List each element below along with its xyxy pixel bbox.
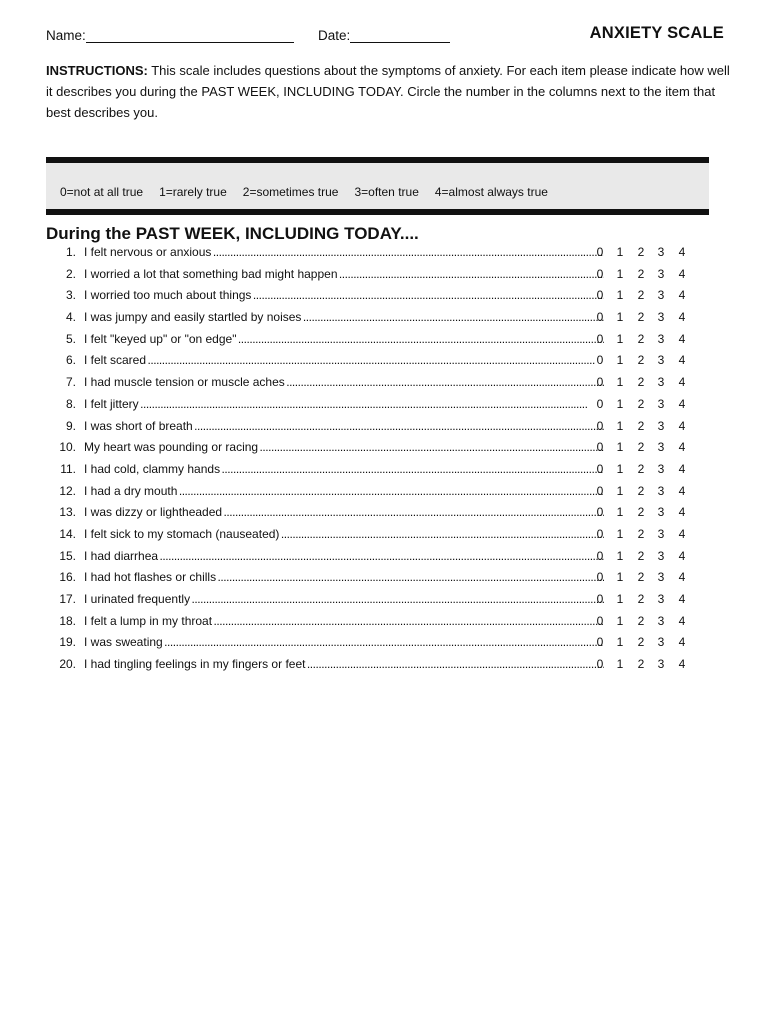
rating-option-3[interactable]: 3: [657, 592, 665, 606]
rating-option-2[interactable]: 2: [637, 613, 645, 628]
list-item: [46, 589, 706, 611]
rating-option-0[interactable]: 0: [596, 440, 604, 455]
rating-option-2[interactable]: 2: [637, 657, 645, 672]
rating-option-2[interactable]: 2: [637, 570, 645, 585]
rating-option-3[interactable]: 3: [657, 635, 665, 650]
rating-option-0[interactable]: 0: [596, 613, 604, 628]
rating-option-0[interactable]: 0: [596, 461, 604, 476]
item-text-label: I had diarrhea: [84, 548, 159, 563]
rating-option-3[interactable]: 3: [657, 483, 665, 498]
list-item: [46, 285, 706, 307]
rating-option-4[interactable]: 4: [678, 505, 686, 520]
rating-option-4[interactable]: 4: [678, 375, 686, 390]
rating-option-3[interactable]: 3: [657, 288, 665, 303]
item-text: [84, 372, 604, 394]
list-item: [46, 546, 706, 568]
name-label: Name:: [46, 28, 86, 43]
item-number: 7.: [65, 375, 76, 390]
rating-option-1[interactable]: 1: [616, 526, 624, 541]
item-text-label: I had cold, clammy hands: [84, 461, 221, 476]
item-text: [84, 654, 604, 676]
list-item: [46, 329, 706, 351]
item-text: [84, 459, 604, 481]
rating-option-3[interactable]: 3: [657, 505, 665, 520]
item-text-label: I worried too much about things: [84, 288, 252, 303]
rating-option-1[interactable]: 1: [616, 483, 624, 498]
date-field[interactable]: [350, 42, 450, 43]
rating-option-1[interactable]: 1: [616, 592, 624, 606]
rating-option-4[interactable]: 4: [678, 657, 686, 672]
item-number: 18.: [59, 613, 76, 628]
rating-option-2[interactable]: 2: [637, 331, 645, 346]
rating-option-4[interactable]: 4: [678, 526, 686, 541]
rating-option-4[interactable]: 4: [678, 418, 686, 433]
item-text-label: I had a dry mouth: [84, 483, 178, 498]
rating-option-2[interactable]: 2: [637, 353, 645, 368]
rating-option-1[interactable]: 1: [616, 375, 624, 390]
rating-option-3[interactable]: 3: [657, 461, 665, 476]
rating-option-2[interactable]: 2: [637, 505, 645, 520]
rating-option-2[interactable]: 2: [637, 245, 645, 259]
rating-option-0[interactable]: 0: [596, 592, 604, 606]
date-label: Date:: [318, 28, 351, 43]
rating-option-0[interactable]: 0: [596, 526, 604, 541]
item-text: [84, 502, 604, 524]
rating-option-1[interactable]: 1: [616, 635, 624, 650]
rating-option-2[interactable]: 2: [637, 288, 645, 303]
item-text: [84, 524, 604, 546]
item-text-label: I had tingling feelings in my fingers or feet: [84, 657, 306, 672]
item-text: [84, 329, 604, 351]
page-title: ANXIETY SCALE: [589, 24, 724, 42]
rating-option-0[interactable]: 0: [596, 505, 604, 520]
rating-option-1[interactable]: 1: [616, 461, 624, 476]
item-text-label: I felt sick to my stomach (nauseated): [84, 526, 280, 541]
rating-option-1[interactable]: 1: [616, 331, 624, 346]
item-text-label: I was short of breath: [84, 418, 193, 433]
item-number: 3.: [65, 288, 76, 303]
list-item: [46, 632, 706, 654]
rating-option-4[interactable]: 4: [678, 266, 686, 281]
rating-option-1[interactable]: 1: [616, 245, 624, 259]
rating-option-0[interactable]: 0: [596, 353, 604, 368]
rating-option-0[interactable]: 0: [596, 245, 604, 259]
list-item: [46, 502, 706, 524]
rating-option-2[interactable]: 2: [637, 461, 645, 476]
item-text-label: I worried a lot that something bad might happen: [84, 266, 338, 281]
item-number: 13.: [59, 505, 76, 520]
rating-option-4[interactable]: 4: [678, 310, 686, 325]
item-text-label: I was dizzy or lightheaded: [84, 505, 223, 520]
rating-option-1[interactable]: 1: [616, 396, 624, 411]
rating-option-0[interactable]: 0: [596, 657, 604, 672]
list-item: [46, 524, 706, 546]
form-header: [46, 24, 726, 48]
item-text: [84, 394, 604, 416]
item-text-label: I felt jittery: [84, 396, 139, 411]
rating-option-0[interactable]: 0: [596, 396, 604, 411]
rating-option-2[interactable]: 2: [637, 635, 645, 650]
rating-option-2[interactable]: 2: [637, 592, 645, 606]
list-item: [46, 611, 706, 633]
section-heading: During the PAST WEEK, INCLUDING TODAY....: [46, 224, 419, 243]
rating-option-4[interactable]: 4: [678, 570, 686, 585]
rating-option-4[interactable]: 4: [678, 396, 686, 411]
item-text: [84, 264, 604, 286]
rating-option-3[interactable]: 3: [657, 526, 665, 541]
item-text-label: I felt "keyed up" or "on edge": [84, 331, 237, 346]
rating-option-1[interactable]: 1: [616, 288, 624, 303]
rating-option-3[interactable]: 3: [657, 310, 665, 325]
item-list: [46, 242, 706, 676]
item-number: 1.: [65, 245, 76, 259]
list-item: [46, 567, 706, 589]
rating-legend: [46, 157, 709, 215]
rating-option-3[interactable]: 3: [657, 331, 665, 346]
rating-option-4[interactable]: 4: [678, 440, 686, 455]
item-text: [84, 242, 604, 264]
rating-option-0[interactable]: 0: [596, 548, 604, 563]
item-text: [84, 632, 604, 654]
list-item: [46, 654, 706, 676]
list-item: [46, 372, 706, 394]
rating-option-1[interactable]: 1: [616, 266, 624, 281]
list-item: [46, 416, 706, 438]
rating-option-0[interactable]: 0: [596, 635, 604, 650]
rating-option-2[interactable]: 2: [637, 266, 645, 281]
item-text: [84, 416, 604, 438]
legend-entry: 4=almost always true: [434, 185, 548, 199]
rating-option-3[interactable]: 3: [657, 353, 665, 368]
item-text-label: I urinated frequently: [84, 592, 191, 606]
rating-option-4[interactable]: 4: [678, 288, 686, 303]
list-item: [46, 242, 706, 264]
item-number: 8.: [65, 396, 76, 411]
item-number: 4.: [65, 310, 76, 325]
rating-option-4[interactable]: 4: [678, 592, 686, 606]
list-item: [46, 307, 706, 329]
rating-option-3[interactable]: 3: [657, 613, 665, 628]
rating-option-1[interactable]: 1: [616, 548, 624, 563]
list-item: [46, 437, 706, 459]
rating-option-0[interactable]: 0: [596, 331, 604, 346]
rating-option-1[interactable]: 1: [616, 418, 624, 433]
rating-option-3[interactable]: 3: [657, 440, 665, 455]
legend-entry: 3=often true: [354, 185, 419, 199]
list-item: [46, 264, 706, 286]
legend-entry: 2=sometimes true: [242, 185, 339, 199]
item-number: 15.: [59, 548, 76, 563]
item-number: 6.: [65, 353, 76, 368]
item-number: 20.: [59, 657, 76, 672]
item-text: [84, 481, 604, 503]
item-number: 10.: [59, 440, 76, 455]
rating-option-1[interactable]: 1: [616, 613, 624, 628]
rating-option-4[interactable]: 4: [678, 548, 686, 563]
rating-option-0[interactable]: 0: [596, 375, 604, 390]
rating-option-3[interactable]: 3: [657, 266, 665, 281]
item-number: 12.: [59, 483, 76, 498]
instructions: [46, 60, 730, 123]
item-text-label: I was sweating: [84, 635, 163, 650]
rating-option-2[interactable]: 2: [637, 418, 645, 433]
instructions-label: INSTRUCTIONS:: [46, 63, 148, 78]
rating-option-3[interactable]: 3: [657, 375, 665, 390]
rating-option-1[interactable]: 1: [616, 440, 624, 455]
rating-option-4[interactable]: 4: [678, 483, 686, 498]
item-number: 2.: [65, 266, 76, 281]
list-item: [46, 481, 706, 503]
rating-option-1[interactable]: 1: [616, 353, 624, 368]
rating-option-3[interactable]: 3: [657, 548, 665, 563]
list-item: [46, 350, 706, 372]
rating-option-0[interactable]: 0: [596, 288, 604, 303]
rating-option-3[interactable]: 3: [657, 245, 665, 259]
item-number: 16.: [59, 570, 76, 585]
rating-option-4[interactable]: 4: [678, 461, 686, 476]
item-text-label: I was jumpy and easily startled by noises: [84, 310, 302, 325]
rating-option-0[interactable]: 0: [596, 570, 604, 585]
rating-option-4[interactable]: 4: [678, 613, 686, 628]
item-text: [84, 567, 604, 589]
rating-option-3[interactable]: 3: [657, 396, 665, 411]
rating-option-4[interactable]: 4: [678, 353, 686, 368]
rating-option-2[interactable]: 2: [637, 526, 645, 541]
rating-option-1[interactable]: 1: [616, 657, 624, 672]
item-text-label: I had hot flashes or chills: [84, 570, 217, 585]
list-item: [46, 459, 706, 481]
rating-option-3[interactable]: 3: [657, 570, 665, 585]
item-text-label: I had muscle tension or muscle aches: [84, 375, 285, 390]
item-number: 19.: [59, 635, 76, 650]
item-number: 5.: [65, 331, 76, 346]
legend-entry: 0=not at all true: [60, 185, 144, 199]
item-number: 17.: [59, 592, 76, 606]
item-number: 9.: [65, 418, 76, 433]
rating-option-1[interactable]: 1: [616, 570, 624, 585]
rating-option-3[interactable]: 3: [657, 657, 665, 672]
list-item: [46, 394, 706, 416]
rating-option-4[interactable]: 4: [678, 331, 686, 346]
rating-option-2[interactable]: 2: [637, 483, 645, 498]
item-text-label: I felt a lump in my throat: [84, 613, 213, 628]
rating-option-1[interactable]: 1: [616, 310, 624, 325]
item-text-label: My heart was pounding or racing: [84, 440, 259, 455]
rating-option-1[interactable]: 1: [616, 505, 624, 520]
rating-option-2[interactable]: 2: [637, 375, 645, 390]
rating-option-0[interactable]: 0: [596, 483, 604, 498]
item-text: [84, 611, 604, 633]
legend-entry: 1=rarely true: [159, 185, 227, 199]
rating-option-0[interactable]: 0: [596, 310, 604, 325]
item-text: [84, 285, 604, 307]
item-number: 11.: [60, 461, 76, 476]
rating-option-2[interactable]: 2: [637, 310, 645, 325]
item-text: [84, 589, 604, 611]
rating-option-2[interactable]: 2: [637, 440, 645, 455]
item-text: [84, 307, 604, 329]
item-number: 14.: [59, 526, 76, 541]
item-text-label: I felt scared: [84, 353, 147, 368]
item-text: [84, 350, 604, 372]
item-text: [84, 437, 604, 459]
rating-option-3[interactable]: 3: [657, 418, 665, 433]
rating-option-2[interactable]: 2: [637, 396, 645, 411]
item-text: [84, 546, 604, 568]
name-field[interactable]: [86, 42, 294, 43]
rating-option-4[interactable]: 4: [678, 245, 686, 259]
rating-option-0[interactable]: 0: [596, 266, 604, 281]
rating-option-0[interactable]: 0: [596, 418, 604, 433]
rating-option-4[interactable]: 4: [678, 635, 686, 650]
legend-row: [60, 185, 548, 199]
instructions-text: This scale includes questions about the symptoms of anxiety. For each item please indicate how well it describes you during the PAST WEEK, INCLUDING TODAY. Circle the number in the columns next to the item that best describes you.: [46, 63, 730, 120]
rating-option-2[interactable]: 2: [637, 548, 645, 563]
item-text-label: I felt nervous or anxious: [84, 245, 212, 259]
